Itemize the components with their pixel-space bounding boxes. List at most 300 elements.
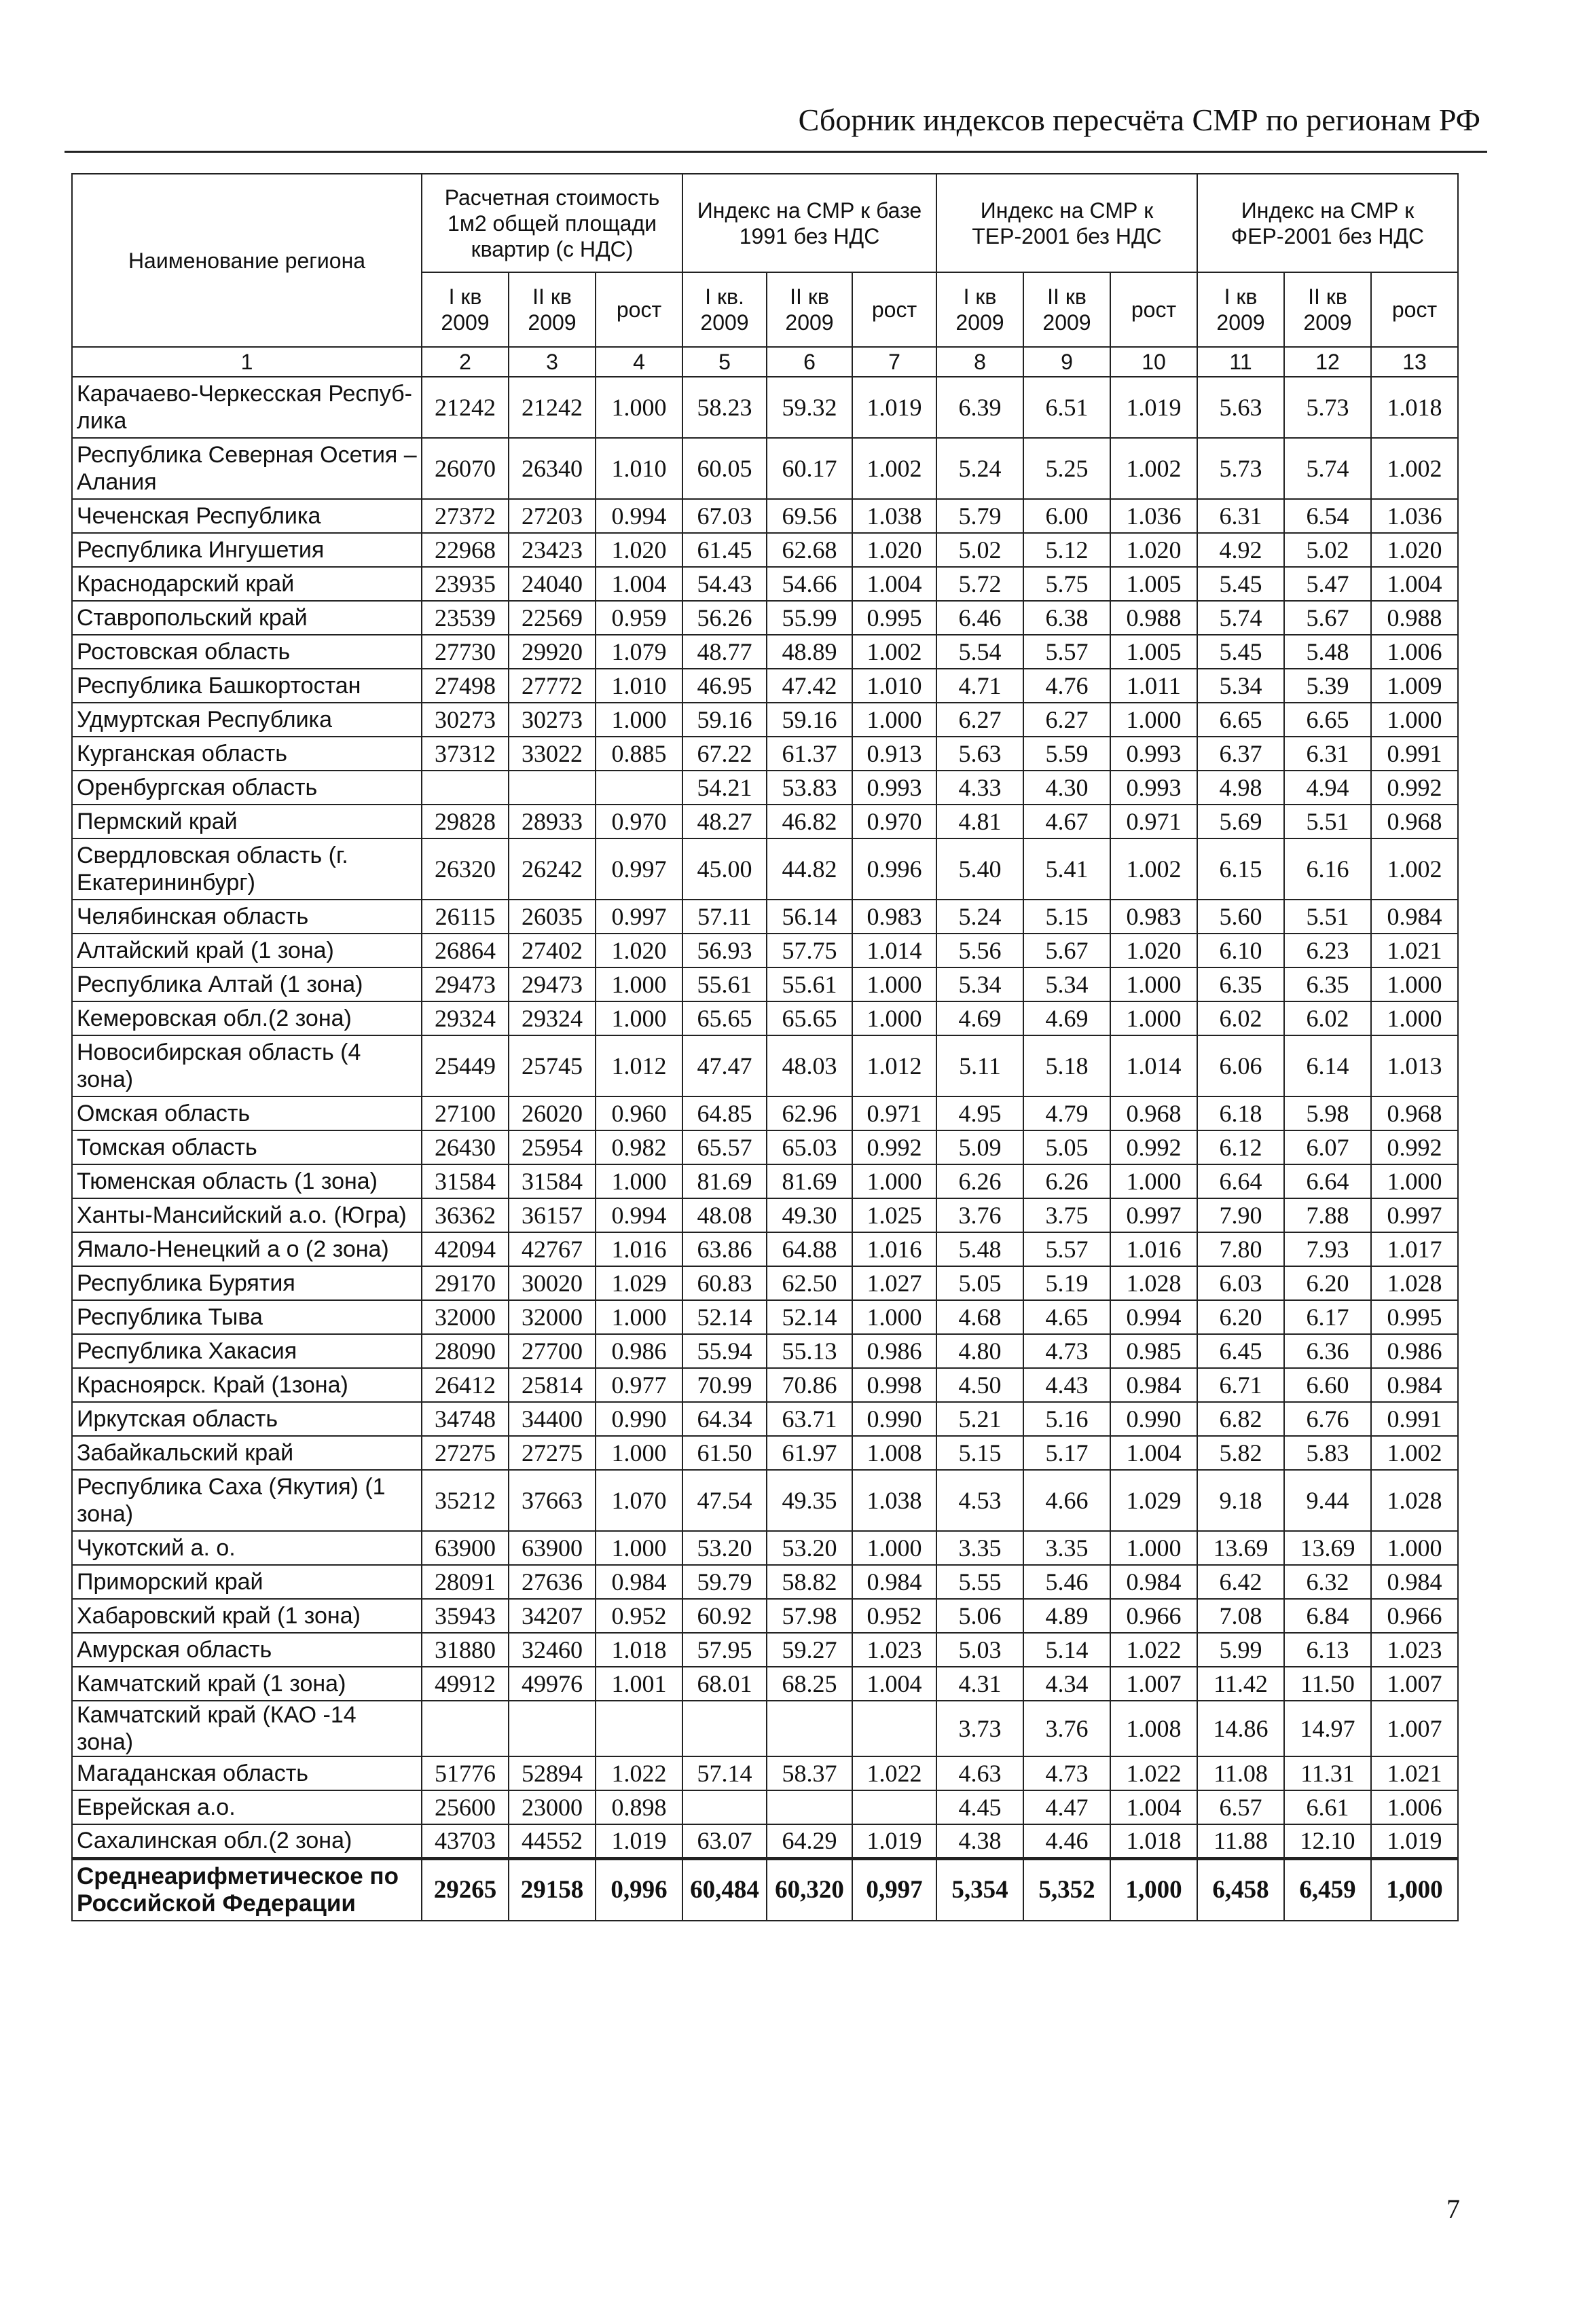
value-cell: 4.71 [936,669,1023,703]
value-cell: 5.16 [1023,1402,1110,1436]
value-cell: 3.73 [936,1701,1023,1756]
value-cell: 44.82 [767,838,852,900]
column-number: 13 [1371,347,1458,377]
value-cell: 1.000 [1110,1531,1197,1565]
value-cell: 5.69 [1197,805,1284,838]
region-name: Еврейская а.о. [72,1790,422,1824]
table-row [72,1035,1458,1096]
value-cell: 5.63 [1197,377,1284,438]
table-body [72,377,1458,1921]
subheader-cell: I кв 2009 [936,272,1023,347]
value-cell: 64.85 [682,1096,767,1130]
value-cell: 0.993 [1110,737,1197,771]
value-cell: 62.68 [767,533,852,567]
table-row [72,377,1458,438]
value-cell: 0.986 [852,1334,936,1368]
value-cell: 1.005 [1110,635,1197,669]
value-cell: 6.54 [1284,499,1371,533]
value-cell: 4.69 [1023,1001,1110,1035]
value-cell: 1.028 [1371,1470,1458,1531]
region-name: Республика Северная Осетия – Алания [72,438,422,499]
value-cell: 37312 [422,737,509,771]
value-cell: 6.36 [1284,1334,1371,1368]
value-cell [767,1790,852,1824]
value-cell: 1.036 [1371,499,1458,533]
value-cell: 81.69 [767,1164,852,1198]
value-cell: 5.72 [936,567,1023,601]
region-name: Тюменская область (1 зона) [72,1164,422,1198]
group-header-fer2001: Индекс на СМР к ФЕР-2001 без НДС [1197,174,1458,272]
table-row [72,1096,1458,1130]
value-cell: 1.011 [1110,669,1197,703]
value-cell: 1.020 [1110,934,1197,967]
value-cell: 4.33 [936,771,1023,805]
value-cell [682,1790,767,1824]
column-number: 7 [852,347,936,377]
value-cell: 0.983 [1110,900,1197,934]
value-cell: 69.56 [767,499,852,533]
value-cell: 5.83 [1284,1436,1371,1470]
value-cell: 25745 [509,1035,596,1096]
value-cell: 0.966 [1110,1599,1197,1633]
value-cell: 5.67 [1284,601,1371,635]
value-cell: 1.006 [1371,1790,1458,1824]
value-cell: 5.17 [1023,1436,1110,1470]
value-cell: 0.984 [1371,900,1458,934]
value-cell: 1.007 [1110,1667,1197,1701]
value-cell: 0.913 [852,737,936,771]
column-number-row [72,347,1458,377]
document-title: Сборник индексов пересчёта СМР по регионам РФ [798,103,1480,137]
value-cell: 0.985 [1110,1334,1197,1368]
region-name: Республика Саха (Якутия) (1 зона) [72,1470,422,1531]
value-cell: 1.004 [596,567,682,601]
region-name: Краснодарский край [72,567,422,601]
value-cell: 0.997 [596,838,682,900]
value-cell: 43703 [422,1824,509,1858]
value-cell: 0.984 [596,1565,682,1599]
region-name: Среднеарифметическое по Российской Федерации [72,1858,422,1921]
value-cell: 6.17 [1284,1300,1371,1334]
value-cell: 0.992 [1371,1130,1458,1164]
group-header-cost: Расчетная стоимость 1м2 общей площади квартир (с НДС) [422,174,682,272]
table-row [72,1599,1458,1633]
value-cell: 5.03 [936,1633,1023,1667]
value-cell [422,771,509,805]
value-cell: 4.80 [936,1334,1023,1368]
value-cell: 37663 [509,1470,596,1531]
subheader-cell: рост [596,272,682,347]
value-cell: 11.08 [1197,1756,1284,1790]
table-row [72,900,1458,934]
value-cell: 25449 [422,1035,509,1096]
value-cell: 5.15 [1023,900,1110,934]
region-name: Хабаровский край (1 зона) [72,1599,422,1633]
value-cell: 4.81 [936,805,1023,838]
value-cell: 4.73 [1023,1756,1110,1790]
value-cell: 1.019 [596,1824,682,1858]
group-header-row [72,174,1458,272]
value-cell: 4.43 [1023,1368,1110,1402]
table-row [72,1824,1458,1858]
value-cell: 1.000 [1371,1164,1458,1198]
value-cell: 0.996 [852,838,936,900]
value-cell: 60.83 [682,1266,767,1300]
value-cell: 1.008 [852,1436,936,1470]
value-cell: 11.88 [1197,1824,1284,1858]
subheader-cell: I кв 2009 [422,272,509,347]
value-cell: 60.05 [682,438,767,499]
total-row [72,1858,1458,1921]
table-row [72,1531,1458,1565]
column-number: 8 [936,347,1023,377]
value-cell: 58.82 [767,1565,852,1599]
value-cell: 23935 [422,567,509,601]
value-cell: 4.92 [1197,533,1284,567]
value-cell: 59.27 [767,1633,852,1667]
value-cell: 5.45 [1197,635,1284,669]
value-cell: 5.60 [1197,900,1284,934]
value-cell: 1.010 [596,669,682,703]
value-cell: 1.014 [1110,1035,1197,1096]
region-name: Оренбургская область [72,771,422,805]
value-cell: 4.67 [1023,805,1110,838]
value-cell: 68.25 [767,1667,852,1701]
value-cell: 1.002 [1371,838,1458,900]
value-cell: 1.023 [1371,1633,1458,1667]
value-cell: 1.019 [1371,1824,1458,1858]
value-cell: 1.000 [596,1001,682,1035]
value-cell: 5.51 [1284,805,1371,838]
value-cell: 57.98 [767,1599,852,1633]
value-cell: 45.00 [682,838,767,900]
value-cell: 1.019 [852,1824,936,1858]
table-row [72,1790,1458,1824]
table-row [72,1756,1458,1790]
value-cell: 0.993 [852,771,936,805]
value-cell: 6.65 [1197,703,1284,737]
region-name: Удмуртская Республика [72,703,422,737]
value-cell: 0.998 [852,1368,936,1402]
value-cell: 34207 [509,1599,596,1633]
value-cell: 0.885 [596,737,682,771]
value-cell: 4.65 [1023,1300,1110,1334]
value-cell: 6.51 [1023,377,1110,438]
value-cell: 25600 [422,1790,509,1824]
value-cell: 4.69 [936,1001,1023,1035]
value-cell: 9.44 [1284,1470,1371,1531]
table-row [72,1266,1458,1300]
table-row [72,1402,1458,1436]
value-cell: 5.99 [1197,1633,1284,1667]
value-cell: 1.000 [1110,1164,1197,1198]
value-cell: 57.11 [682,900,767,934]
value-cell: 55.94 [682,1334,767,1368]
value-cell: 57.75 [767,934,852,967]
value-cell: 26035 [509,900,596,934]
value-cell: 1.005 [1110,567,1197,601]
value-cell: 4.79 [1023,1096,1110,1130]
value-cell: 9.18 [1197,1470,1284,1531]
value-cell: 56.14 [767,900,852,934]
value-cell: 0.982 [596,1130,682,1164]
value-cell: 6.27 [1023,703,1110,737]
value-cell: 1.004 [852,1667,936,1701]
value-cell: 55.61 [767,967,852,1001]
value-cell: 4.63 [936,1756,1023,1790]
value-cell: 3.35 [936,1531,1023,1565]
value-cell: 1.007 [1371,1701,1458,1756]
value-cell: 6.39 [936,377,1023,438]
value-cell: 35212 [422,1470,509,1531]
value-cell: 22968 [422,533,509,567]
value-cell: 0.988 [1110,601,1197,635]
value-cell: 57.14 [682,1756,767,1790]
region-name: Республика Тыва [72,1300,422,1334]
value-cell: 27772 [509,669,596,703]
column-number: 9 [1023,347,1110,377]
value-cell: 1,000 [1110,1858,1197,1921]
value-cell: 6.15 [1197,838,1284,900]
value-cell: 5.45 [1197,567,1284,601]
value-cell: 1.000 [596,703,682,737]
value-cell: 1.000 [1371,703,1458,737]
value-cell: 0.997 [596,900,682,934]
value-cell: 6.32 [1284,1565,1371,1599]
value-cell: 0.971 [852,1096,936,1130]
value-cell: 1.022 [1110,1756,1197,1790]
value-cell: 27730 [422,635,509,669]
value-cell: 59.79 [682,1565,767,1599]
value-cell: 67.22 [682,737,767,771]
region-name: Ямало-Ненецкий а о (2 зона) [72,1232,422,1266]
value-cell: 1.000 [1371,967,1458,1001]
value-cell: 1.000 [852,703,936,737]
value-cell: 32460 [509,1633,596,1667]
value-cell: 6.07 [1284,1130,1371,1164]
value-cell: 1.017 [1371,1232,1458,1266]
value-cell: 0.990 [852,1402,936,1436]
table-row [72,567,1458,601]
value-cell: 26070 [422,438,509,499]
value-cell: 59.16 [682,703,767,737]
value-cell: 28091 [422,1565,509,1599]
value-cell: 0.995 [852,601,936,635]
value-cell: 0.984 [1371,1565,1458,1599]
value-cell: 56.26 [682,601,767,635]
column-number: 5 [682,347,767,377]
region-name: Республика Алтай (1 зона) [72,967,422,1001]
regional-index-table [71,173,1459,1921]
value-cell: 4.50 [936,1368,1023,1402]
value-cell: 1.000 [852,1001,936,1035]
value-cell: 64.29 [767,1824,852,1858]
value-cell: 1.028 [1371,1266,1458,1300]
value-cell: 1.004 [1371,567,1458,601]
value-cell: 53.83 [767,771,852,805]
value-cell: 64.34 [682,1402,767,1436]
group-header-ter2001: Индекс на СМР к ТЕР-2001 без НДС [936,174,1197,272]
column-number: 4 [596,347,682,377]
value-cell: 29265 [422,1858,509,1921]
value-cell: 4.76 [1023,669,1110,703]
value-cell: 6.60 [1284,1368,1371,1402]
value-cell: 30273 [422,703,509,737]
value-cell: 6.02 [1284,1001,1371,1035]
value-cell: 1.020 [1110,533,1197,567]
group-header-base1991: Индекс на СМР к базе 1991 без НДС [682,174,936,272]
value-cell: 1.021 [1371,1756,1458,1790]
value-cell [767,1701,852,1756]
region-header: Наименование региона [72,174,422,347]
value-cell: 1.019 [852,377,936,438]
region-name: Камчатский край (КАО -14 зона) [72,1701,422,1756]
value-cell: 67.03 [682,499,767,533]
value-cell: 6.64 [1197,1164,1284,1198]
value-cell: 21242 [422,377,509,438]
value-cell: 29473 [422,967,509,1001]
value-cell: 6.16 [1284,838,1371,900]
subheader-cell: рост [852,272,936,347]
value-cell: 6.35 [1284,967,1371,1001]
value-cell: 4.30 [1023,771,1110,805]
value-cell: 1.000 [596,1164,682,1198]
value-cell: 6.18 [1197,1096,1284,1130]
table-row [72,838,1458,900]
value-cell [509,771,596,805]
value-cell: 29324 [509,1001,596,1035]
value-cell: 52.14 [767,1300,852,1334]
value-cell: 1.000 [1110,967,1197,1001]
value-cell: 70.86 [767,1368,852,1402]
value-cell: 1.000 [852,967,936,1001]
value-cell: 0.968 [1110,1096,1197,1130]
value-cell: 61.97 [767,1436,852,1470]
value-cell: 52.14 [682,1300,767,1334]
value-cell: 7.90 [1197,1198,1284,1232]
column-number: 10 [1110,347,1197,377]
value-cell: 63900 [422,1531,509,1565]
value-cell: 5.51 [1284,900,1371,934]
value-cell: 5.14 [1023,1633,1110,1667]
value-cell: 26412 [422,1368,509,1402]
value-cell: 65.03 [767,1130,852,1164]
value-cell: 60,320 [767,1858,852,1921]
value-cell: 29158 [509,1858,596,1921]
value-cell: 13.69 [1197,1531,1284,1565]
value-cell: 53.20 [682,1531,767,1565]
table-row [72,967,1458,1001]
value-cell: 49976 [509,1667,596,1701]
value-cell: 5.47 [1284,567,1371,601]
value-cell: 6.46 [936,601,1023,635]
value-cell: 1.029 [1110,1470,1197,1531]
value-cell: 0.990 [596,1402,682,1436]
value-cell: 48.27 [682,805,767,838]
value-cell: 27100 [422,1096,509,1130]
value-cell: 0.983 [852,900,936,934]
value-cell: 52894 [509,1756,596,1790]
value-cell: 5.82 [1197,1436,1284,1470]
value-cell: 1.038 [852,1470,936,1531]
value-cell: 4.68 [936,1300,1023,1334]
value-cell: 5.40 [936,838,1023,900]
value-cell: 55.13 [767,1334,852,1368]
value-cell: 47.54 [682,1470,767,1531]
value-cell: 4.34 [1023,1667,1110,1701]
value-cell: 6.14 [1284,1035,1371,1096]
value-cell: 1.016 [1110,1232,1197,1266]
value-cell: 21242 [509,377,596,438]
value-cell: 1.002 [852,635,936,669]
value-cell: 1.002 [1371,1436,1458,1470]
value-cell: 0.994 [1110,1300,1197,1334]
value-cell: 48.08 [682,1198,767,1232]
value-cell: 1.000 [596,1436,682,1470]
value-cell: 5.24 [936,900,1023,934]
region-name: Иркутская область [72,1402,422,1436]
value-cell: 1.000 [852,1531,936,1565]
value-cell: 3.76 [1023,1701,1110,1756]
value-cell: 5.34 [1197,669,1284,703]
value-cell: 1.019 [1110,377,1197,438]
value-cell: 27700 [509,1334,596,1368]
value-cell: 61.50 [682,1436,767,1470]
table-row [72,1232,1458,1266]
value-cell: 27498 [422,669,509,703]
value-cell: 11.42 [1197,1667,1284,1701]
value-cell: 31584 [509,1164,596,1198]
value-cell: 6.45 [1197,1334,1284,1368]
table-row [72,601,1458,635]
region-name: Магаданская область [72,1756,422,1790]
table-row [72,1164,1458,1198]
value-cell: 60,484 [682,1858,767,1921]
table-row [72,737,1458,771]
region-name: Амурская область [72,1633,422,1667]
value-cell: 6.20 [1197,1300,1284,1334]
value-cell: 33022 [509,737,596,771]
value-cell: 1.020 [1371,533,1458,567]
value-cell: 81.69 [682,1164,767,1198]
value-cell: 25954 [509,1130,596,1164]
table-row [72,669,1458,703]
value-cell: 23539 [422,601,509,635]
value-cell: 57.95 [682,1633,767,1667]
value-cell: 5.56 [936,934,1023,967]
value-cell: 0.994 [596,1198,682,1232]
value-cell: 1.012 [596,1035,682,1096]
value-cell: 1.000 [596,967,682,1001]
value-cell: 6.71 [1197,1368,1284,1402]
value-cell: 6.76 [1284,1402,1371,1436]
value-cell: 6.61 [1284,1790,1371,1824]
value-cell: 6.02 [1197,1001,1284,1035]
value-cell: 1.006 [1371,635,1458,669]
value-cell: 14.97 [1284,1701,1371,1756]
value-cell: 6.20 [1284,1266,1371,1300]
value-cell: 26320 [422,838,509,900]
region-name: Забайкальский край [72,1436,422,1470]
value-cell: 3.75 [1023,1198,1110,1232]
value-cell: 6.03 [1197,1266,1284,1300]
value-cell: 5.34 [936,967,1023,1001]
region-name: Сахалинская обл.(2 зона) [72,1824,422,1858]
value-cell: 14.86 [1197,1701,1284,1756]
value-cell: 1.010 [596,438,682,499]
subheader-cell: рост [1371,272,1458,347]
value-cell: 48.77 [682,635,767,669]
